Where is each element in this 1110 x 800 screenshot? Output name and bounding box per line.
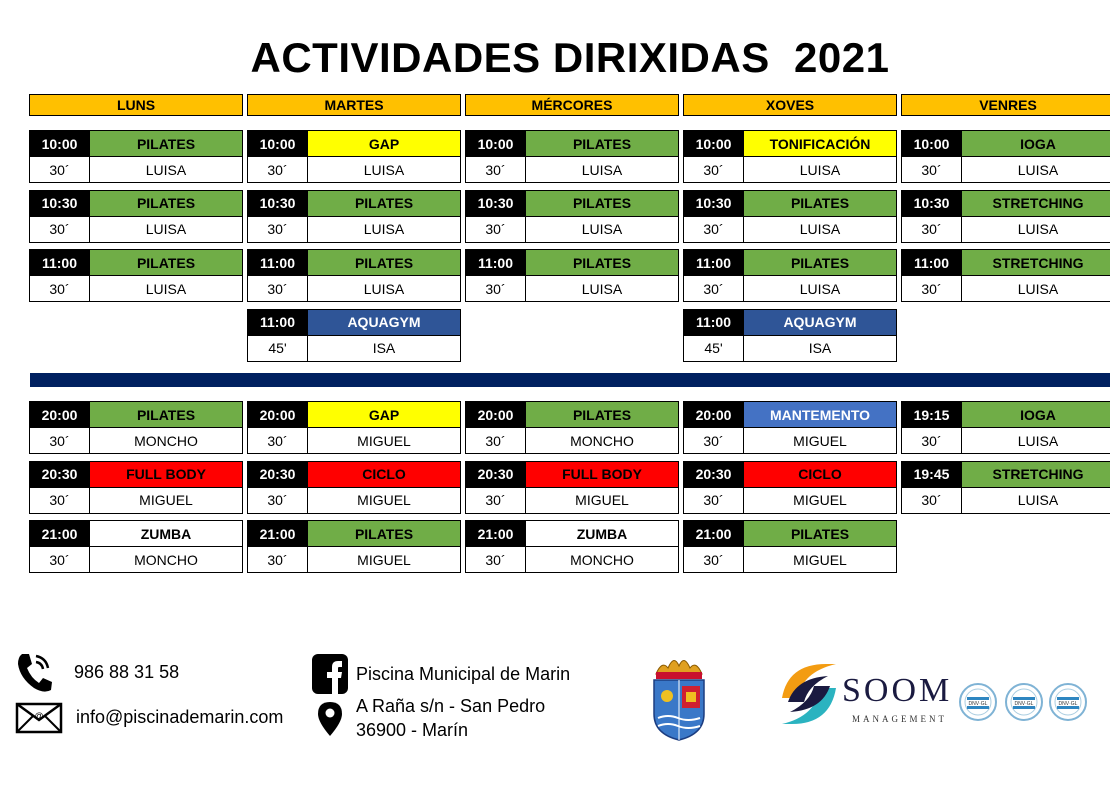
- class-instructor: LUISA: [581, 221, 623, 237]
- class-activity: PILATES: [308, 521, 460, 546]
- class-time: 21:00: [466, 521, 526, 546]
- class-duration: 30´: [248, 217, 308, 242]
- class-duration: 30´: [684, 217, 744, 242]
- address-line-2: 36900 - Marín: [356, 720, 469, 740]
- class-time: 21:00: [684, 521, 744, 546]
- class-time: 10:00: [466, 131, 526, 156]
- class-instructor: MIGUEL: [357, 432, 411, 449]
- class-instructor: MIGUEL: [575, 492, 629, 508]
- cert-label: DNV·GL: [968, 701, 988, 707]
- class-time: 11:00: [684, 310, 744, 335]
- class-activity: AQUAGYM: [308, 310, 460, 335]
- class-activity: ZUMBA: [90, 521, 242, 546]
- class-block: [465, 249, 679, 302]
- class-block: [683, 249, 897, 302]
- class-activity: PILATES: [744, 191, 896, 216]
- class-instructor: LUISA: [581, 161, 623, 178]
- class-duration: 30´: [30, 488, 90, 513]
- class-duration: 30´: [684, 157, 744, 182]
- class-block: [29, 461, 243, 514]
- class-instructor: LUISA: [363, 221, 405, 237]
- class-instructor: LUISA: [363, 280, 405, 297]
- class-activity: GAP: [308, 402, 460, 427]
- class-time: 11:00: [248, 310, 308, 335]
- day-header-2: MÉRCORES: [465, 94, 679, 116]
- class-duration: 45': [248, 336, 308, 361]
- day-header-3: XOVES: [683, 94, 897, 116]
- class-instructor: LUISA: [145, 280, 187, 297]
- cert-label: DNV·GL: [1058, 701, 1078, 707]
- class-duration: 30´: [30, 217, 90, 242]
- class-instructor: LUISA: [1017, 432, 1059, 449]
- class-block: [683, 309, 897, 362]
- class-instructor: MONCHO: [570, 432, 634, 449]
- class-instructor: MIGUEL: [793, 492, 847, 508]
- class-activity: PILATES: [744, 521, 896, 546]
- class-duration: 30´: [248, 488, 308, 513]
- class-instructor: LUISA: [145, 161, 187, 178]
- class-duration: 30´: [466, 276, 526, 301]
- class-block: [683, 190, 897, 243]
- class-duration: 30´: [248, 276, 308, 301]
- class-instructor: LUISA: [1017, 221, 1059, 237]
- class-activity: ZUMBA: [526, 521, 678, 546]
- class-activity: IOGA: [962, 402, 1110, 427]
- class-activity: PILATES: [526, 250, 678, 275]
- class-duration: 30´: [466, 488, 526, 513]
- class-instructor: MIGUEL: [357, 551, 411, 568]
- class-block: [247, 130, 461, 183]
- soom-logo-icon: [778, 658, 840, 730]
- class-instructor: MIGUEL: [793, 551, 847, 568]
- class-block: [465, 520, 679, 573]
- class-block: [901, 461, 1110, 514]
- facebook-page: Piscina Municipal de Marin: [356, 664, 571, 684]
- class-block: [901, 249, 1110, 302]
- class-block: [683, 520, 897, 573]
- class-block: [29, 249, 243, 302]
- class-block: [247, 190, 461, 243]
- class-block: [465, 190, 679, 243]
- class-duration: 30´: [30, 276, 90, 301]
- class-time: 10:30: [902, 191, 962, 216]
- cert-label: DNV·GL: [1014, 701, 1034, 707]
- class-duration: 30´: [30, 547, 90, 572]
- class-activity: PILATES: [526, 131, 678, 156]
- class-duration: 30´: [248, 157, 308, 182]
- class-duration: 30´: [684, 428, 744, 453]
- class-instructor: LUISA: [145, 221, 187, 237]
- class-block: [901, 401, 1110, 454]
- certification-seal-icon: [1048, 682, 1088, 722]
- class-time: 19:15: [902, 402, 962, 427]
- class-duration: 30´: [902, 428, 962, 453]
- class-activity: PILATES: [526, 402, 678, 427]
- class-block: [683, 401, 897, 454]
- class-time: 21:00: [30, 521, 90, 546]
- class-time: 10:00: [248, 131, 308, 156]
- class-duration: 30´: [902, 276, 962, 301]
- class-instructor: LUISA: [1017, 492, 1059, 508]
- class-block: [465, 130, 679, 183]
- class-duration: 30´: [684, 488, 744, 513]
- class-activity: PILATES: [90, 402, 242, 427]
- class-activity: PILATES: [308, 250, 460, 275]
- class-instructor: MONCHO: [134, 551, 198, 568]
- class-block: [465, 401, 679, 454]
- class-instructor: MIGUEL: [793, 432, 847, 449]
- class-time: 20:00: [30, 402, 90, 427]
- soom-logo-text: SOOM: [842, 672, 953, 709]
- class-instructor: LUISA: [799, 161, 841, 178]
- class-instructor: LUISA: [799, 280, 841, 297]
- class-activity: FULL BODY: [90, 462, 242, 487]
- address-line-1: A Raña s/n - San Pedro: [356, 696, 546, 716]
- class-time: 10:00: [902, 131, 962, 156]
- class-duration: 30´: [684, 547, 744, 572]
- class-time: 20:00: [684, 402, 744, 427]
- soom-logo-subtitle: MANAGEMENT: [852, 714, 947, 724]
- email-address: info@piscinademarin.com: [76, 707, 284, 727]
- section-divider: [30, 373, 1110, 387]
- day-header-4: VENRES: [901, 94, 1110, 116]
- class-activity: AQUAGYM: [744, 310, 896, 335]
- class-block: [465, 461, 679, 514]
- class-time: 21:00: [248, 521, 308, 546]
- class-time: 10:00: [30, 131, 90, 156]
- class-activity: GAP: [308, 131, 460, 156]
- class-time: 19:45: [902, 462, 962, 487]
- certification-seal-icon: [1004, 682, 1044, 722]
- class-duration: 30´: [30, 428, 90, 453]
- class-time: 20:00: [466, 402, 526, 427]
- class-instructor: MIGUEL: [139, 492, 193, 508]
- class-instructor: LUISA: [581, 280, 623, 297]
- class-activity: FULL BODY: [526, 462, 678, 487]
- class-time: 10:30: [684, 191, 744, 216]
- class-block: [901, 130, 1110, 183]
- class-time: 20:30: [248, 462, 308, 487]
- class-activity: PILATES: [90, 191, 242, 216]
- class-activity: PILATES: [526, 191, 678, 216]
- class-duration: 30´: [902, 157, 962, 182]
- class-instructor: MONCHO: [570, 551, 634, 568]
- day-header-1: MARTES: [247, 94, 461, 116]
- class-block: [29, 190, 243, 243]
- class-duration: 30´: [466, 547, 526, 572]
- class-block: [247, 461, 461, 514]
- page-title: ACTIVIDADES DIRIXIDAS 2021: [250, 34, 890, 81]
- class-duration: 30´: [30, 157, 90, 182]
- class-activity: IOGA: [962, 131, 1110, 156]
- class-duration: 45': [684, 336, 744, 361]
- class-activity: PILATES: [744, 250, 896, 275]
- class-block: [247, 249, 461, 302]
- facebook-icon: [312, 654, 348, 694]
- class-instructor: LUISA: [363, 161, 405, 178]
- class-duration: 30´: [466, 428, 526, 453]
- class-block: [901, 190, 1110, 243]
- class-time: 20:30: [466, 462, 526, 487]
- certification-seal-icon: [958, 682, 998, 722]
- class-time: 11:00: [902, 250, 962, 275]
- class-duration: 30´: [466, 217, 526, 242]
- class-time: 20:30: [684, 462, 744, 487]
- class-activity: PILATES: [90, 131, 242, 156]
- class-time: 10:00: [684, 131, 744, 156]
- class-activity: PILATES: [90, 250, 242, 275]
- class-activity: PILATES: [308, 191, 460, 216]
- class-block: [29, 520, 243, 573]
- class-instructor: ISA: [808, 340, 832, 356]
- class-duration: 30´: [684, 276, 744, 301]
- class-instructor: MIGUEL: [357, 492, 411, 508]
- location-pin-icon: [318, 702, 342, 736]
- class-block: [247, 309, 461, 362]
- class-instructor: MONCHO: [134, 432, 198, 449]
- class-activity: CICLO: [744, 462, 896, 487]
- class-block: [29, 401, 243, 454]
- class-time: 10:30: [248, 191, 308, 216]
- class-time: 11:00: [30, 250, 90, 275]
- class-duration: 30´: [248, 428, 308, 453]
- class-time: 11:00: [684, 250, 744, 275]
- phone-number: 986 88 31 58: [74, 662, 180, 682]
- class-activity: MANTEMENTO: [744, 402, 896, 427]
- class-activity: TONIFICACIÓN: [744, 131, 896, 156]
- class-duration: 30´: [902, 488, 962, 513]
- class-time: 10:30: [30, 191, 90, 216]
- class-time: 20:00: [248, 402, 308, 427]
- class-instructor: LUISA: [799, 221, 841, 237]
- coat-of-arms-icon: [648, 652, 710, 742]
- class-duration: 30´: [466, 157, 526, 182]
- class-block: [683, 130, 897, 183]
- class-activity: CICLO: [308, 462, 460, 487]
- day-header-0: LUNS: [29, 94, 243, 116]
- class-block: [247, 520, 461, 573]
- class-duration: 30´: [902, 217, 962, 242]
- class-time: 11:00: [466, 250, 526, 275]
- class-instructor: LUISA: [1017, 161, 1059, 178]
- phone-icon: [14, 650, 54, 694]
- class-block: [683, 461, 897, 514]
- svg-text:@: @: [34, 711, 44, 721]
- mail-icon: [15, 702, 63, 734]
- class-block: [247, 401, 461, 454]
- class-activity: STRETCHING: [962, 462, 1110, 487]
- class-instructor: LUISA: [1017, 280, 1059, 297]
- class-block: [29, 130, 243, 183]
- class-time: 10:30: [466, 191, 526, 216]
- class-instructor: ISA: [372, 340, 396, 356]
- class-activity: STRETCHING: [962, 191, 1110, 216]
- class-time: 11:00: [248, 250, 308, 275]
- class-activity: STRETCHING: [962, 250, 1110, 275]
- class-time: 20:30: [30, 462, 90, 487]
- class-duration: 30´: [248, 547, 308, 572]
